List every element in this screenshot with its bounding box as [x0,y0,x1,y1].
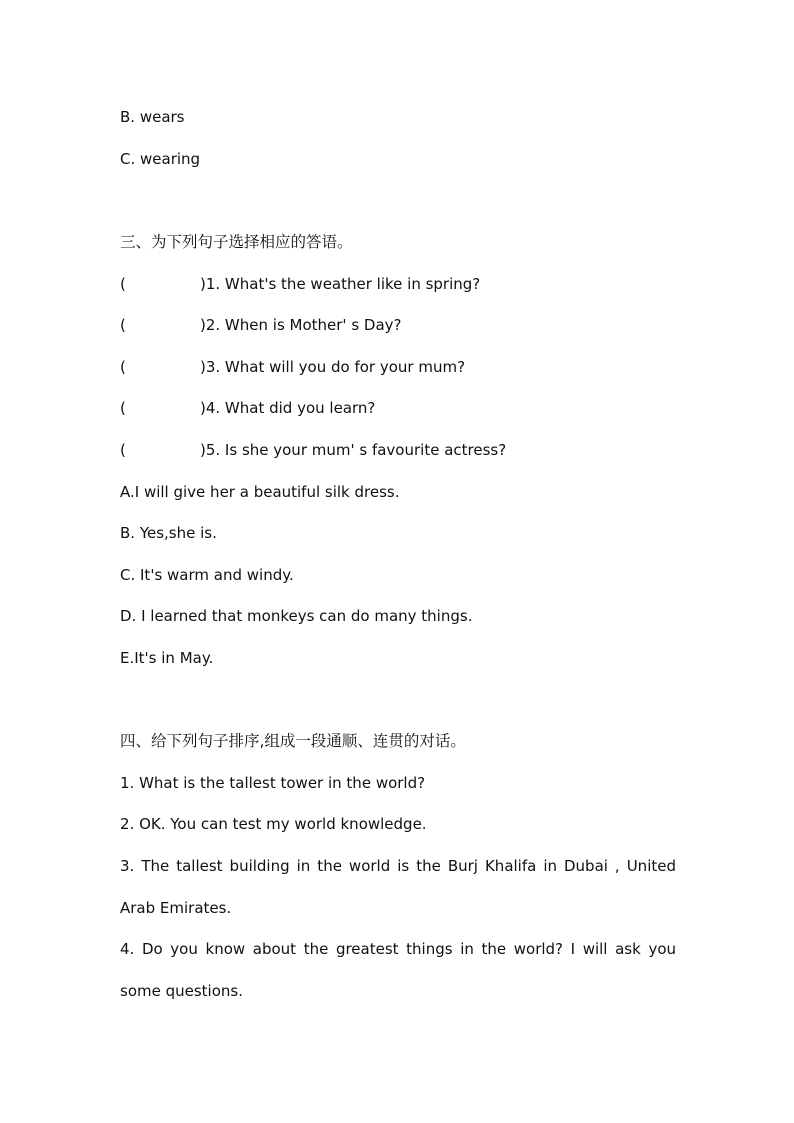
question-row-3 [120,357,465,377]
section-3-heading: 三、为下列句子选择相应的答语。 [120,233,353,251]
sentence-2: 2. OK. You can test my world knowledge. [120,815,427,833]
question-text: )3. What will you do for your mum? [200,358,466,376]
answer-c: C. It's warm and windy. [120,566,294,584]
answer-blank: ( [120,358,126,376]
question-row-2 [120,315,401,335]
option-b: B. wears [120,108,185,126]
question-text: )1. What's the weather like in spring? [200,275,481,293]
question-row-1 [120,274,480,294]
sentence-3-line-1: 3. The tallest building in the world is the Burj Khalifa in Dubai , United [120,857,676,875]
question-row-4 [120,398,375,418]
question-row-5 [120,440,506,460]
sentence-1: 1. What is the tallest tower in the world? [120,774,426,792]
sentence-3-line-2: Arab Emirates. [120,899,232,917]
answer-blank: ( [120,316,126,334]
sentence-4-line-1: 4. Do you know about the greatest things in the world? I will ask you [120,940,676,958]
question-text: )2. When is Mother' s Day? [200,316,402,334]
answer-blank: ( [120,399,126,417]
answer-d: D. I learned that monkeys can do many things. [120,607,473,625]
answer-a: A.I will give her a beautiful silk dress. [120,483,400,501]
answer-b: B. Yes,she is. [120,524,217,542]
question-text: )4. What did you learn? [200,399,376,417]
section-4-heading: 四、给下列句子排序,组成一段通顺、连贯的对话。 [120,732,466,750]
option-c: C. wearing [120,150,201,168]
question-text: )5. Is she your mum' s favourite actress? [200,441,507,459]
answer-e: E.It's in May. [120,649,214,667]
sentence-4-line-2: some questions. [120,982,243,1000]
answer-blank: ( [120,275,126,293]
answer-blank: ( [120,441,126,459]
